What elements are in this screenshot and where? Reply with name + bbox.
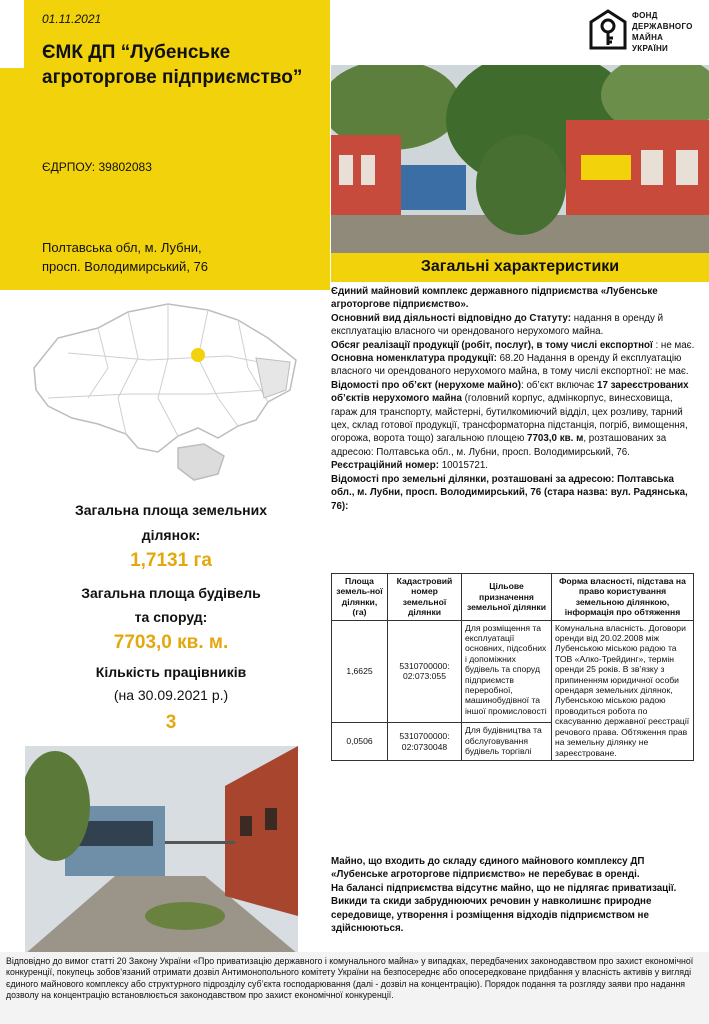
- key-house-icon: [588, 8, 628, 52]
- header-notch: [0, 0, 24, 68]
- header-area: Площа земель-ної ділянки, (га): [332, 574, 388, 621]
- table-row: [332, 620, 694, 723]
- cell-ownership: Комунальна власність. Договори оренди від 20.02.2008 між Лубенською міською радою та ТОВ «Алко-Трейдинг», термін оренди 25 років. В зв’язку з припиненням юридичної особи орендаря земельних ділянок, Лубенською міською радою проводиться робота по скасуванню державної реєстрації речового права. Обтяження прав на земельну ділянку не зареєстроване.: [552, 620, 694, 760]
- title-line-2: агроторгове підприємство”: [42, 67, 303, 88]
- cell-cadastral: 5310700000: 02:073:055: [388, 620, 462, 723]
- building-area-value: 7703,0 кв. м.: [113, 632, 229, 653]
- header-purpose: Цільове призначення земельної ділянки: [462, 574, 552, 621]
- cell-purpose: Для розміщення та експлуатації основних, підсобних і допоміжних будівель та споруд підприємств переробної, машинобудівної та іншої промисловості: [462, 620, 552, 723]
- nomenclature: Основна номенклатура продукції: 68.20 Надання в оренду й експлуатацію власного чи орендованого нерухомого майна, в тому числі експортної: не має.: [331, 353, 689, 378]
- land-area-label-2: ділянок:: [141, 527, 201, 543]
- land-info: Відомості про земельні ділянки, розташовані за адресою: Полтавська обл., м. Лубни, просп. Володимирський, 76 (стара назва: вул. Радянська, 76):: [331, 473, 688, 512]
- footer-text: Відповідно до вимог статті 20 Закону України «Про приватизацію державного і комунального майна» у випадках, передбачених законодавством про захист економічної конкуренції, покупець зобов’язаний отримати дозвіл Антимонопольного комітету України на безпосереднє або опосередковане придбання у власність активів у вигляді єдиного майнового комплексу або структурного підрозділу суб’єкта господарювання (далі - дозвіл на концентрацію). Порядок подання та розгляду заяви про надання дозволу на концентрацію встановлюється законодавством про захист економічної конкуренції.: [6, 956, 694, 1000]
- header-cadastral: Кадастровий номер земельної ділянки: [388, 574, 462, 621]
- workers-label: Кількість працівників: [95, 664, 247, 680]
- building-area-label-2: та споруд:: [134, 609, 208, 625]
- address: [42, 238, 302, 276]
- logo-line-4: УКРАЇНИ: [632, 44, 669, 53]
- section-title: Загальні характеристики: [420, 258, 620, 275]
- workers-value: 3: [165, 712, 177, 733]
- sales-volume: Обсяг реалізації продукції (робіт, послуг), в тому числі експортної : не має.: [331, 339, 695, 351]
- cell-area: 0,0506: [332, 723, 388, 761]
- workers-date: (на 30.09.2021 р.): [113, 687, 229, 703]
- building-area-label-1: Загальна площа будівель: [81, 585, 261, 601]
- land-area-value: 1,7131 га: [130, 550, 212, 571]
- notes: [331, 855, 699, 935]
- complex-name: Єдиний майновий комплекс державного підприємства «Лубенське агроторгове підприємство».: [331, 286, 658, 311]
- location-marker: [191, 348, 205, 362]
- title-line-1: ЄМК ДП “Лубенське: [42, 42, 231, 63]
- address-line-2: просп. Володимирський, 76: [42, 259, 208, 274]
- cell-area: 1,6625: [332, 620, 388, 723]
- activity: Основний вид діяльності відповідно до Статуту: надання в оренду й експлуатацію власного чи орендованого нерухомого майна.: [331, 312, 664, 338]
- edrpou-code: ЄДРПОУ: 39802083: [42, 160, 152, 174]
- ukraine-map: [28, 298, 300, 488]
- table-header-row: [332, 574, 694, 621]
- document-date: 01.11.2021: [42, 12, 102, 26]
- note-lease: Майно, що входить до складу єдиного майнового комплексу ДП «Лубенське агроторгове підприємство» не перебуває в оренді.: [331, 856, 645, 881]
- characteristics-text: [331, 285, 699, 513]
- note-emissions: Викиди та скиди забруднюючих речовин у навколишнє природне середовище, утворення і розміщення відходів підприємством не здійснюються.: [331, 896, 652, 935]
- yard-photo: [25, 746, 298, 954]
- registry-number: Реєстраційний номер: 10015721.: [331, 460, 489, 472]
- note-privatization: На балансі підприємства відсутнє майно, що не підлягає приватизації.: [331, 882, 677, 894]
- logo-line-2: ДЕРЖАВНОГО: [632, 22, 693, 31]
- cell-purpose: Для будівництва та обслуговування будівель торгівлі: [462, 723, 552, 761]
- building-photo: [331, 65, 709, 253]
- logo-line-1: ФОНД: [632, 11, 658, 20]
- land-area-label-1: Загальна площа земельних: [74, 502, 268, 518]
- logo-line-3: МАЙНА: [632, 33, 664, 42]
- page-title: [42, 40, 322, 90]
- fund-logo-text: [632, 10, 693, 54]
- address-line-1: Полтавська обл, м. Лубни,: [42, 240, 202, 255]
- land-table: [331, 573, 694, 761]
- header-ownership: Форма власності, підстава на право користування земельною ділянкою, інформація про обтяження: [552, 574, 694, 621]
- object-info: Відомості про об’єкт (нерухоме майно): об’єкт включає 17 зареєстрованих об’єктів нерухомого майна (головний корпус, адмінкорпус, винесховища, гараж для транспорту, майстерні, бутилкомиючий відділ, цех розливу, тарний цех, склад готової продукції, трансформаторна підстанція, погріб, вимощення, огорожа, ворота тощо) загальною площею 7703,0 кв. м, розташованих за адресою: Полтавська обл., м. Лубни, просп. Володимирський, 76.: [331, 379, 689, 458]
- cell-cadastral: 5310700000: 02:0730048: [388, 723, 462, 761]
